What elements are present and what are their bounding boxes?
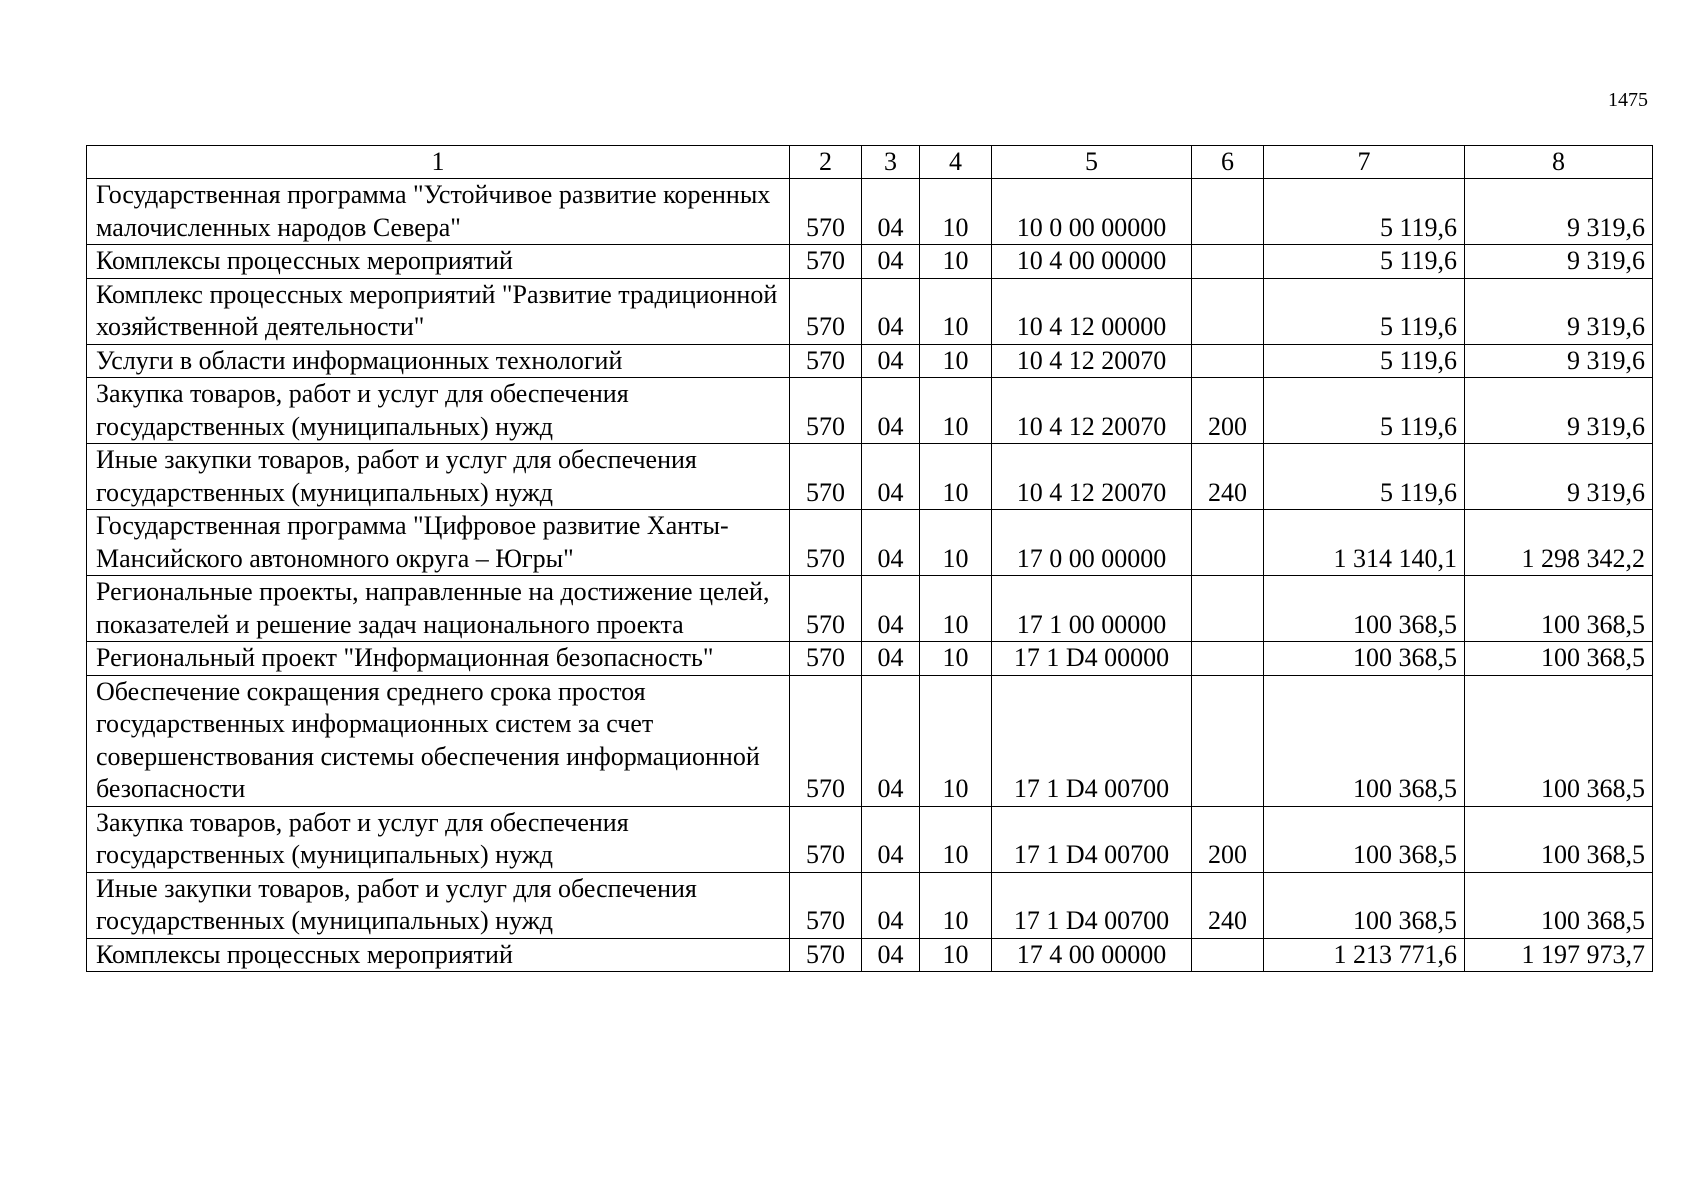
- subsection-code-cell: 10: [920, 938, 992, 972]
- ministry-code-cell: 570: [790, 179, 862, 245]
- ministry-code-cell: 570: [790, 344, 862, 378]
- ministry-code-cell: 570: [790, 444, 862, 510]
- target-article-cell: 17 0 00 00000: [992, 510, 1192, 576]
- amount-year1-cell: 100 368,5: [1264, 806, 1465, 872]
- header-cell-3: 3: [862, 146, 920, 179]
- subsection-code-cell: 10: [920, 444, 992, 510]
- amount-year1-cell: 100 368,5: [1264, 675, 1465, 806]
- header-cell-2: 2: [790, 146, 862, 179]
- amount-year2-cell: 1 298 342,2: [1465, 510, 1653, 576]
- table-row: [87, 576, 1653, 642]
- row-name-cell: Комплексы процессных мероприятий: [87, 245, 790, 279]
- table-row: [87, 938, 1653, 972]
- section-code-cell: 04: [862, 378, 920, 444]
- ministry-code-cell: 570: [790, 642, 862, 676]
- expense-type-cell: [1192, 278, 1264, 344]
- table-row: [87, 872, 1653, 938]
- expense-type-cell: 200: [1192, 806, 1264, 872]
- target-article-cell: 10 0 00 00000: [992, 179, 1192, 245]
- section-code-cell: 04: [862, 576, 920, 642]
- ministry-code-cell: 570: [790, 806, 862, 872]
- row-name-cell: Государственная программа "Устойчивое развитие коренных малочисленных народов Севера": [87, 179, 790, 245]
- section-code-cell: 04: [862, 938, 920, 972]
- row-name-cell: Государственная программа "Цифровое развитие Ханты-Мансийского автономного округа – Югры": [87, 510, 790, 576]
- target-article-cell: 17 1 00 00000: [992, 576, 1192, 642]
- expense-type-cell: [1192, 179, 1264, 245]
- subsection-code-cell: 10: [920, 806, 992, 872]
- ministry-code-cell: 570: [790, 576, 862, 642]
- section-code-cell: 04: [862, 245, 920, 279]
- expense-type-cell: [1192, 576, 1264, 642]
- amount-year2-cell: 100 368,5: [1465, 806, 1653, 872]
- header-cell-8: 8: [1465, 146, 1653, 179]
- subsection-code-cell: 10: [920, 675, 992, 806]
- expense-type-cell: [1192, 245, 1264, 279]
- target-article-cell: 17 1 D4 00700: [992, 675, 1192, 806]
- target-article-cell: 17 1 D4 00700: [992, 872, 1192, 938]
- row-name-cell: Иные закупки товаров, работ и услуг для обеспечения государственных (муниципальных) нужд: [87, 444, 790, 510]
- ministry-code-cell: 570: [790, 245, 862, 279]
- amount-year1-cell: 5 119,6: [1264, 245, 1465, 279]
- expense-type-cell: [1192, 642, 1264, 676]
- budget-table: [86, 145, 1653, 972]
- target-article-cell: 17 1 D4 00000: [992, 642, 1192, 676]
- table-row: [87, 179, 1653, 245]
- amount-year2-cell: 9 319,6: [1465, 378, 1653, 444]
- amount-year1-cell: 5 119,6: [1264, 278, 1465, 344]
- target-article-cell: 10 4 12 20070: [992, 378, 1192, 444]
- expense-type-cell: [1192, 938, 1264, 972]
- table-row: [87, 378, 1653, 444]
- amount-year2-cell: 100 368,5: [1465, 872, 1653, 938]
- subsection-code-cell: 10: [920, 510, 992, 576]
- section-code-cell: 04: [862, 278, 920, 344]
- row-name-cell: Региональный проект "Информационная безопасность": [87, 642, 790, 676]
- table-row: [87, 344, 1653, 378]
- expense-type-cell: 240: [1192, 872, 1264, 938]
- section-code-cell: 04: [862, 675, 920, 806]
- subsection-code-cell: 10: [920, 576, 992, 642]
- ministry-code-cell: 570: [790, 675, 862, 806]
- ministry-code-cell: 570: [790, 510, 862, 576]
- expense-type-cell: 200: [1192, 378, 1264, 444]
- amount-year1-cell: 100 368,5: [1264, 872, 1465, 938]
- subsection-code-cell: 10: [920, 179, 992, 245]
- header-cell-5: 5: [992, 146, 1192, 179]
- amount-year2-cell: 1 197 973,7: [1465, 938, 1653, 972]
- row-name-cell: Региональные проекты, направленные на достижение целей, показателей и решение задач национального проекта: [87, 576, 790, 642]
- header-cell-1: 1: [87, 146, 790, 179]
- row-name-cell: Иные закупки товаров, работ и услуг для обеспечения государственных (муниципальных) нужд: [87, 872, 790, 938]
- table-header: [87, 146, 1653, 179]
- table-row: [87, 245, 1653, 279]
- section-code-cell: 04: [862, 806, 920, 872]
- amount-year1-cell: 5 119,6: [1264, 378, 1465, 444]
- row-name-cell: Услуги в области информационных технологий: [87, 344, 790, 378]
- amount-year1-cell: 1 213 771,6: [1264, 938, 1465, 972]
- section-code-cell: 04: [862, 179, 920, 245]
- target-article-cell: 10 4 12 20070: [992, 444, 1192, 510]
- section-code-cell: 04: [862, 642, 920, 676]
- ministry-code-cell: 570: [790, 278, 862, 344]
- table-row: [87, 278, 1653, 344]
- subsection-code-cell: 10: [920, 378, 992, 444]
- section-code-cell: 04: [862, 872, 920, 938]
- row-name-cell: Закупка товаров, работ и услуг для обеспечения государственных (муниципальных) нужд: [87, 378, 790, 444]
- ministry-code-cell: 570: [790, 872, 862, 938]
- ministry-code-cell: 570: [790, 378, 862, 444]
- amount-year1-cell: 100 368,5: [1264, 576, 1465, 642]
- row-name-cell: Закупка товаров, работ и услуг для обеспечения государственных (муниципальных) нужд: [87, 806, 790, 872]
- header-cell-6: 6: [1192, 146, 1264, 179]
- row-name-cell: Комплекс процессных мероприятий "Развитие традиционной хозяйственной деятельности": [87, 278, 790, 344]
- amount-year2-cell: 9 319,6: [1465, 278, 1653, 344]
- amount-year1-cell: 5 119,6: [1264, 444, 1465, 510]
- amount-year1-cell: 1 314 140,1: [1264, 510, 1465, 576]
- expense-type-cell: [1192, 675, 1264, 806]
- amount-year1-cell: 5 119,6: [1264, 179, 1465, 245]
- amount-year2-cell: 9 319,6: [1465, 444, 1653, 510]
- subsection-code-cell: 10: [920, 642, 992, 676]
- header-cell-4: 4: [920, 146, 992, 179]
- page-number: 1475: [1608, 89, 1648, 111]
- table-row: [87, 675, 1653, 806]
- expense-type-cell: [1192, 510, 1264, 576]
- table-row: [87, 806, 1653, 872]
- subsection-code-cell: 10: [920, 872, 992, 938]
- amount-year2-cell: 9 319,6: [1465, 344, 1653, 378]
- subsection-code-cell: 10: [920, 278, 992, 344]
- amount-year1-cell: 100 368,5: [1264, 642, 1465, 676]
- target-article-cell: 17 1 D4 00700: [992, 806, 1192, 872]
- subsection-code-cell: 10: [920, 245, 992, 279]
- subsection-code-cell: 10: [920, 344, 992, 378]
- amount-year2-cell: 9 319,6: [1465, 179, 1653, 245]
- target-article-cell: 10 4 12 20070: [992, 344, 1192, 378]
- target-article-cell: 10 4 12 00000: [992, 278, 1192, 344]
- amount-year2-cell: 100 368,5: [1465, 675, 1653, 806]
- ministry-code-cell: 570: [790, 938, 862, 972]
- expense-type-cell: [1192, 344, 1264, 378]
- row-name-cell: Обеспечение сокращения среднего срока простоя государственных информационных систем за счет совершенствования системы обеспечения информационной безопасности: [87, 675, 790, 806]
- table-row: [87, 642, 1653, 676]
- section-code-cell: 04: [862, 344, 920, 378]
- target-article-cell: 17 4 00 00000: [992, 938, 1192, 972]
- amount-year2-cell: 100 368,5: [1465, 642, 1653, 676]
- header-cell-7: 7: [1264, 146, 1465, 179]
- section-code-cell: 04: [862, 444, 920, 510]
- table-row: [87, 510, 1653, 576]
- amount-year2-cell: 100 368,5: [1465, 576, 1653, 642]
- amount-year1-cell: 5 119,6: [1264, 344, 1465, 378]
- section-code-cell: 04: [862, 510, 920, 576]
- table-body: [87, 179, 1653, 972]
- target-article-cell: 10 4 00 00000: [992, 245, 1192, 279]
- row-name-cell: Комплексы процессных мероприятий: [87, 938, 790, 972]
- expense-type-cell: 240: [1192, 444, 1264, 510]
- amount-year2-cell: 9 319,6: [1465, 245, 1653, 279]
- table-row: [87, 444, 1653, 510]
- header-row: [87, 146, 1653, 179]
